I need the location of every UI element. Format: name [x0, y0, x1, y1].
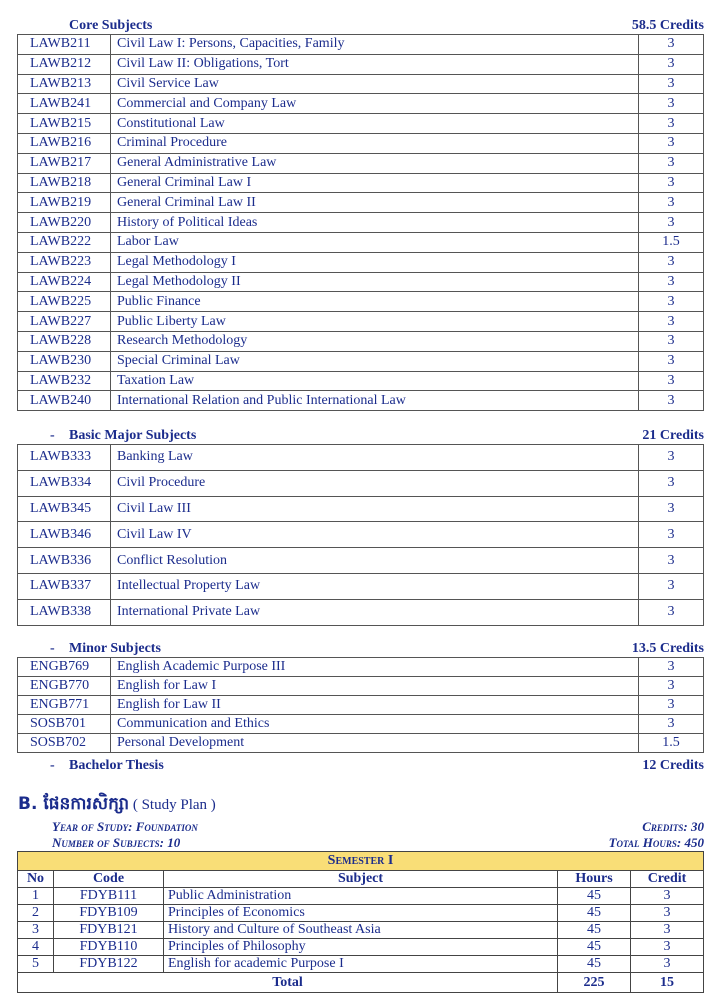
minor-credits: 13.5 Credits — [631, 641, 704, 656]
thesis-credits: 12 Credits — [642, 758, 704, 773]
table-row — [18, 292, 704, 312]
table-row — [18, 173, 704, 193]
table-row — [18, 153, 704, 173]
course-name: Criminal Procedure — [111, 133, 639, 153]
course-name: English Academic Purpose III — [111, 658, 639, 677]
course-name: General Criminal Law I — [111, 173, 639, 193]
course-name: Banking Law — [111, 445, 639, 471]
course-code: LAWB211 — [18, 35, 111, 55]
course-credit: 3 — [631, 922, 704, 939]
course-code: LAWB219 — [18, 193, 111, 213]
course-credit: 3 — [639, 94, 704, 114]
course-name: International Relation and Public International Law — [111, 391, 639, 411]
table-row — [18, 114, 704, 134]
course-credit: 3 — [639, 445, 704, 471]
course-credit: 3 — [639, 74, 704, 94]
course-name: Constitutional Law — [111, 114, 639, 134]
col-header-subject: Subject — [164, 871, 558, 888]
course-credit: 3 — [639, 173, 704, 193]
table-row — [18, 939, 704, 956]
course-name: Labor Law — [111, 232, 639, 252]
table-row — [18, 133, 704, 153]
table-row — [18, 54, 704, 74]
study-plan-heading-en: ( Study Plan ) — [132, 797, 216, 813]
course-credit: 1.5 — [639, 734, 704, 753]
course-credit: 3 — [639, 496, 704, 522]
course-name: English for Law I — [111, 677, 639, 696]
course-credit: 3 — [639, 391, 704, 411]
table-row — [18, 677, 704, 696]
row-number: 1 — [18, 888, 54, 905]
course-credit: 3 — [639, 351, 704, 371]
table-row — [18, 371, 704, 391]
course-code: LAWB224 — [18, 272, 111, 292]
course-credit: 3 — [639, 292, 704, 312]
course-credit: 3 — [639, 658, 704, 677]
course-subject: Principles of Philosophy — [164, 939, 558, 956]
course-subject: Principles of Economics — [164, 905, 558, 922]
course-subject: History and Culture of Southeast Asia — [164, 922, 558, 939]
bullet-dash: - — [50, 641, 55, 656]
course-hours: 45 — [558, 956, 631, 973]
year-of-study: Year of Study: Foundation — [52, 819, 198, 834]
course-code: LAWB338 — [18, 599, 111, 625]
course-code: ENGB771 — [18, 696, 111, 715]
bullet-dash: - — [50, 758, 55, 773]
course-name: Personal Development — [111, 734, 639, 753]
course-name: Research Methodology — [111, 331, 639, 351]
table-row — [18, 232, 704, 252]
course-code: LAWB227 — [18, 312, 111, 332]
course-name: History of Political Ideas — [111, 213, 639, 233]
course-credit: 3 — [639, 54, 704, 74]
table-row — [18, 658, 704, 677]
course-hours: 45 — [558, 905, 631, 922]
course-code: LAWB223 — [18, 252, 111, 272]
course-credit: 3 — [639, 470, 704, 496]
course-code: LAWB336 — [18, 548, 111, 574]
thesis-title: Bachelor Thesis — [69, 758, 164, 773]
basic-credits: 21 Credits — [642, 428, 704, 443]
course-credit: 3 — [639, 573, 704, 599]
course-subject: Public Administration — [164, 888, 558, 905]
course-name: Civil Law I: Persons, Capacities, Family — [111, 35, 639, 55]
course-credit: 3 — [631, 888, 704, 905]
row-number: 2 — [18, 905, 54, 922]
course-name: Intellectual Property Law — [111, 573, 639, 599]
course-credit: 3 — [639, 522, 704, 548]
course-code: LAWB212 — [18, 54, 111, 74]
semester-label: Semester I — [18, 852, 704, 871]
course-name: Civil Procedure — [111, 470, 639, 496]
course-name: Special Criminal Law — [111, 351, 639, 371]
course-hours: 45 — [558, 939, 631, 956]
plan-credits: Credits: 30 — [642, 819, 704, 834]
course-code: LAWB217 — [18, 153, 111, 173]
course-code: LAWB334 — [18, 470, 111, 496]
course-name: Public Liberty Law — [111, 312, 639, 332]
course-credit: 3 — [631, 939, 704, 956]
course-code: LAWB218 — [18, 173, 111, 193]
table-row — [18, 391, 704, 411]
table-row — [18, 312, 704, 332]
table-row — [18, 496, 704, 522]
core-credits: 58.5 Credits — [631, 18, 704, 33]
course-credit: 3 — [639, 252, 704, 272]
course-code: LAWB345 — [18, 496, 111, 522]
course-code: SOSB702 — [18, 734, 111, 753]
course-name: Commercial and Company Law — [111, 94, 639, 114]
course-name: Public Finance — [111, 292, 639, 312]
course-code: FDYB122 — [54, 956, 164, 973]
course-credit: 3 — [639, 599, 704, 625]
course-name: English for Law II — [111, 696, 639, 715]
course-code: LAWB333 — [18, 445, 111, 471]
course-code: LAWB241 — [18, 94, 111, 114]
course-code: FDYB121 — [54, 922, 164, 939]
course-credit: 3 — [639, 331, 704, 351]
table-row — [18, 548, 704, 574]
course-code: LAWB337 — [18, 573, 111, 599]
course-credit: 3 — [639, 677, 704, 696]
minor-title: Minor Subjects — [69, 641, 161, 656]
course-name: Conflict Resolution — [111, 548, 639, 574]
table-row — [18, 696, 704, 715]
course-name: Legal Methodology I — [111, 252, 639, 272]
course-name: International Private Law — [111, 599, 639, 625]
minor-subjects-table — [17, 657, 704, 753]
course-name: Taxation Law — [111, 371, 639, 391]
total-credit: 15 — [631, 973, 704, 993]
table-row — [18, 599, 704, 625]
course-name: Legal Methodology II — [111, 272, 639, 292]
row-number: 3 — [18, 922, 54, 939]
course-code: LAWB216 — [18, 133, 111, 153]
table-row — [18, 213, 704, 233]
table-row — [18, 888, 704, 905]
study-plan-heading — [18, 793, 216, 818]
course-credit: 3 — [639, 696, 704, 715]
course-credit: 3 — [639, 193, 704, 213]
core-subjects-table — [17, 34, 704, 411]
course-code: ENGB769 — [18, 658, 111, 677]
table-row — [18, 193, 704, 213]
table-row — [18, 905, 704, 922]
col-header-no: No — [18, 871, 54, 888]
course-code: LAWB215 — [18, 114, 111, 134]
plan-total-hours: Total Hours: 450 — [608, 835, 704, 850]
row-number: 4 — [18, 939, 54, 956]
course-code: LAWB213 — [18, 74, 111, 94]
course-credit: 1.5 — [639, 232, 704, 252]
col-header-credit: Credit — [631, 871, 704, 888]
course-credit: 3 — [631, 905, 704, 922]
course-hours: 45 — [558, 888, 631, 905]
table-row — [18, 522, 704, 548]
col-header-code: Code — [54, 871, 164, 888]
table-row — [18, 351, 704, 371]
course-credit: 3 — [639, 133, 704, 153]
course-code: FDYB111 — [54, 888, 164, 905]
total-label: Total — [18, 973, 558, 993]
total-hours: 225 — [558, 973, 631, 993]
table-row — [18, 272, 704, 292]
row-number: 5 — [18, 956, 54, 973]
course-name: Civil Law IV — [111, 522, 639, 548]
study-plan-table — [17, 851, 704, 993]
table-row — [18, 734, 704, 753]
table-row — [18, 331, 704, 351]
table-row — [18, 573, 704, 599]
course-subject: English for academic Purpose I — [164, 956, 558, 973]
course-credit: 3 — [639, 35, 704, 55]
course-name: General Administrative Law — [111, 153, 639, 173]
course-name: Civil Law II: Obligations, Tort — [111, 54, 639, 74]
course-name: Civil Law III — [111, 496, 639, 522]
course-code: LAWB228 — [18, 331, 111, 351]
course-credit: 3 — [639, 548, 704, 574]
bullet-dash: - — [50, 428, 55, 443]
course-name: General Criminal Law II — [111, 193, 639, 213]
course-code: SOSB701 — [18, 715, 111, 734]
table-row — [18, 94, 704, 114]
course-code: LAWB222 — [18, 232, 111, 252]
course-code: LAWB220 — [18, 213, 111, 233]
course-code: LAWB240 — [18, 391, 111, 411]
course-code: FDYB109 — [54, 905, 164, 922]
table-row — [18, 715, 704, 734]
course-credit: 3 — [639, 272, 704, 292]
course-code: ENGB770 — [18, 677, 111, 696]
course-credit: 3 — [639, 153, 704, 173]
course-credit: 3 — [639, 213, 704, 233]
table-row — [18, 252, 704, 272]
basic-title: Basic Major Subjects — [69, 428, 197, 443]
course-name: Civil Service Law — [111, 74, 639, 94]
course-credit: 3 — [639, 715, 704, 734]
col-header-hours: Hours — [558, 871, 631, 888]
course-code: FDYB110 — [54, 939, 164, 956]
course-credit: 3 — [639, 371, 704, 391]
table-row — [18, 35, 704, 55]
study-plan-heading-khmer: B. ផែនការសិក្សា — [18, 794, 130, 814]
table-row — [18, 956, 704, 973]
basic-subjects-table — [17, 444, 704, 626]
core-title: Core Subjects — [69, 18, 153, 33]
course-credit: 3 — [631, 956, 704, 973]
table-row — [18, 445, 704, 471]
course-code: LAWB232 — [18, 371, 111, 391]
number-of-subjects: Number of Subjects: 10 — [52, 835, 181, 850]
table-row — [18, 470, 704, 496]
course-code: LAWB230 — [18, 351, 111, 371]
course-credit: 3 — [639, 312, 704, 332]
table-row — [18, 922, 704, 939]
course-credit: 3 — [639, 114, 704, 134]
table-row — [18, 74, 704, 94]
course-name: Communication and Ethics — [111, 715, 639, 734]
course-code: LAWB346 — [18, 522, 111, 548]
course-code: LAWB225 — [18, 292, 111, 312]
course-hours: 45 — [558, 922, 631, 939]
